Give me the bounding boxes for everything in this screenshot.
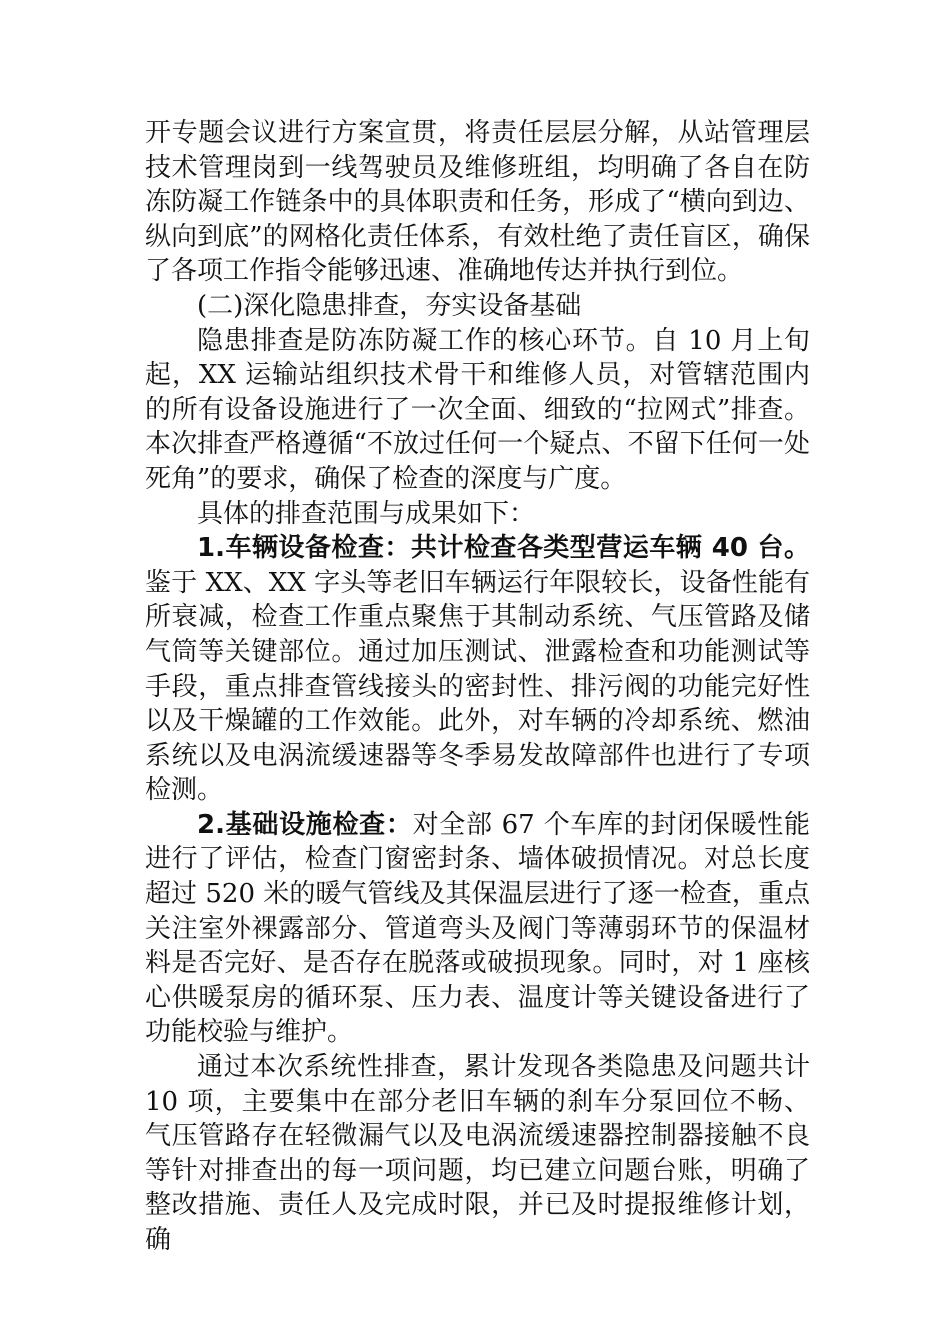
list-item-infrastructure-inspection (145, 808, 810, 1050)
list-item-vehicle-inspection (145, 531, 810, 808)
list-item-infrastructure-lead: 2.基础设施检查： (197, 809, 413, 840)
paragraph-scope-intro: 具体的排查范围与成果如下： (197, 498, 536, 529)
paragraph-hazard-inspection: 隐患排查是防冻防凝工作的核心环节。自 10 月上旬起，XX 运输站组织技术骨干和维修人员，对管辖范围内的所有设备设施进行了一次全面、细致的“拉网式”排查。本次排查严格遵循“不放过任何一个疑点、不留下任何一处死角”的要求，确保了检查的深度与广度。 (145, 325, 810, 494)
list-item-vehicle-text: 鉴于 XX、XX 字头等老旧车辆运行年限较长，设备性能有所衰减，检查工作重点聚焦于其制动系统、气压管路及储气筒等关键部位。通过加压测试、泄露检查和功能测试等手段，重点排查管线接头的密封性、排污阀的功能完好性以及干燥罐的工作效能。此外，对车辆的冷却系统、燃油系统以及电涡流缓速器等冬季易发故障部件也进行了专项检测。 (145, 567, 810, 806)
list-item-vehicle-lead: 1.车辆设备检查：共计检查各类型营运车辆 40 台。 (197, 533, 810, 564)
section-heading-hazard-inspection: (二)深化隐患排查，夯实设备基础 (197, 290, 582, 321)
list-item-infrastructure-text: 对全部 67 个车库的封闭保暖性能进行了评估，检查门窗密封条、墙体破损情况。对总长度超过 520 米的暖气管线及其保温层进行了逐一检查，重点关注室外裸露部分、管道弯头及阀门等薄弱环节的保温材料是否完好、是否存在脱落或破损现象。同时，对 1 座核心供暖泵房的循环泵、压力表、温度计等关键设备进行了功能校验与维护。 (145, 809, 810, 1048)
paragraph-inspection-results: 通过本次系统性排查，累计发现各类隐患及问题共计 10 项，主要集中在部分老旧车辆的刹车分泵回位不畅、气压管路存在轻微漏气以及电涡流缓速器控制器接触不良等针对排查出的每一项问题，均已建立问题台账，明确了整改措施、责任人及完成时限，并已及时提报维修计划，确 (145, 1052, 810, 1255)
paragraph-responsibility: 开专题会议进行方案宣贯，将责任层层分解，从站管理层技术管理岗到一线驾驶员及维修班组，均明确了各自在防冻防凝工作链条中的具体职责和任务，形成了“横向到边、纵向到底”的网格化责任体系，有效杜绝了责任盲区，确保了各项工作指令能够迅速、准确地传达并执行到位。 (145, 118, 810, 287)
document-body (145, 116, 810, 1258)
